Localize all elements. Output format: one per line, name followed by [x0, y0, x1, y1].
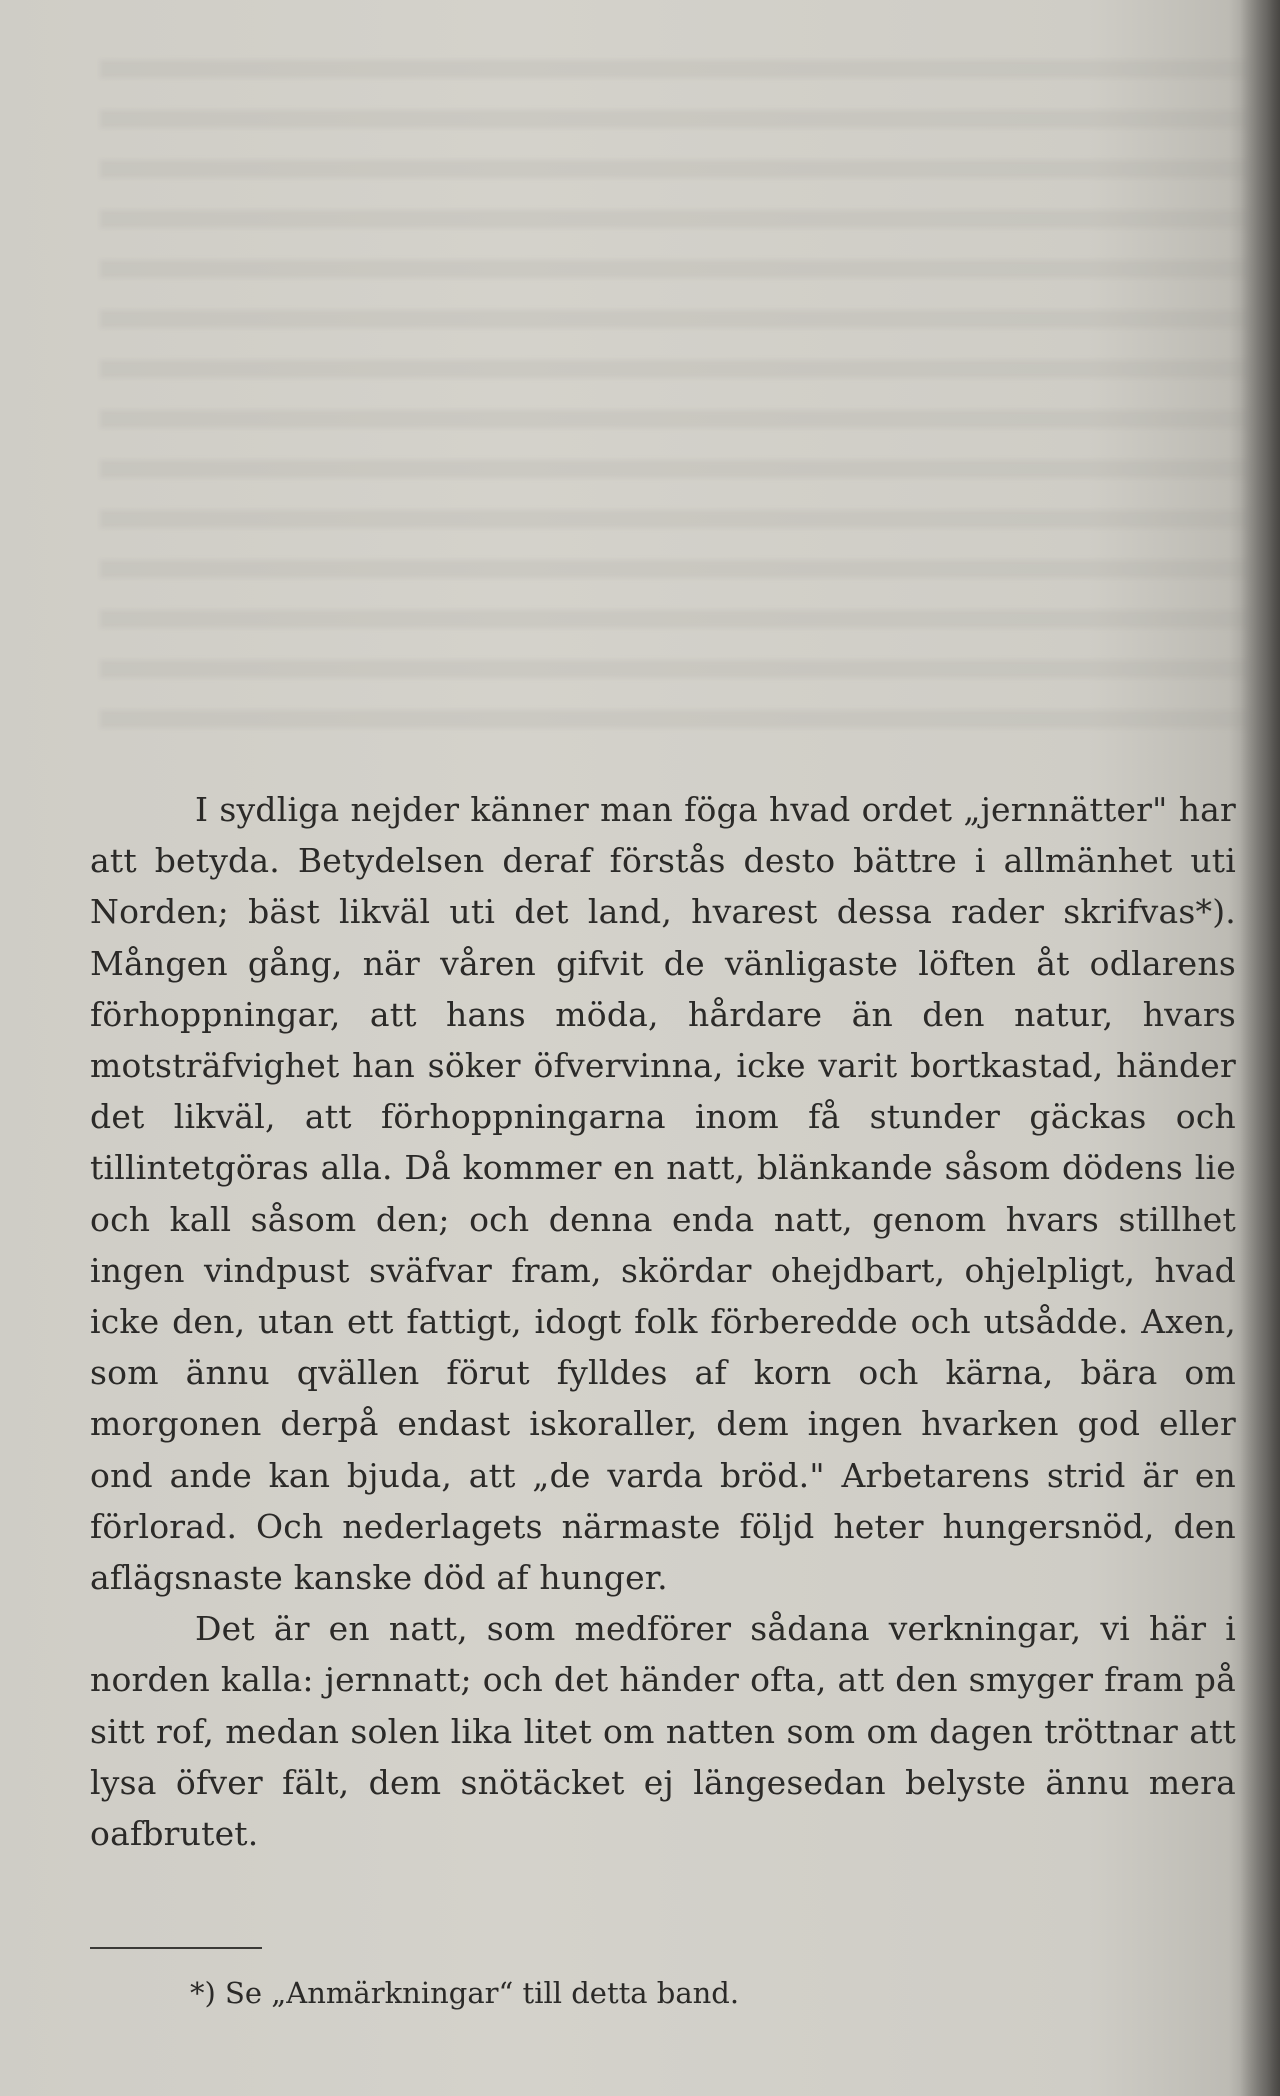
- bleed-through-text: [100, 60, 1250, 760]
- footnote-rule: [90, 1947, 262, 1949]
- page-edge-shadow: [1240, 0, 1280, 2096]
- body-text: [90, 784, 1236, 1859]
- paragraph-1: I sydliga nejder känner man föga hvad ordet „jernnätter" har att betyda. Betydelsen deraf förstås desto bättre i allmänhet uti Norden; bäst likväl uti det land, hvarest dessa rader skrifvas*). Mången gång, när våren gifvit de vänligaste löften åt odlarens förhoppningar, att hans möda, hårdare än den natur, hvars motsträfvighet han söker öfvervinna, icke varit bortkastad, händer det likväl, att förhoppningarna inom få stunder gäckas och tillintetgöras alla. Då kommer en natt, blänkande såsom dödens lie och kall såsom den; och denna enda natt, genom hvars stillhet ingen vindpust sväfvar fram, skördar ohejdbart, ohjelpligt, hvad icke den, utan ett fattigt, idogt folk förberedde och utsådde. Axen, som ännu qvällen förut fylldes af korn och kärna, bära om morgonen derpå endast iskoraller, dem ingen hvarken god eller ond ande kan bjuda, att „de varda bröd." Arbetarens strid är en förlorad. Och nederlagets närmaste följd heter hungersnöd, den aflägsnaste kanske död af hunger.: [90, 790, 1236, 1598]
- paragraph-2: Det är en natt, som medförer sådana verkningar, vi här i norden kalla: jernnatt; och det händer ofta, att den smyger fram på sitt rof, medan solen lika litet om natten som om dagen tröttnar att lysa öfver fält, dem snötäcket ej längesedan belyste ännu mera oafbrutet.: [90, 1609, 1236, 1854]
- footnote: *) Se „Anmärkningar“ till detta band.: [190, 1976, 740, 2010]
